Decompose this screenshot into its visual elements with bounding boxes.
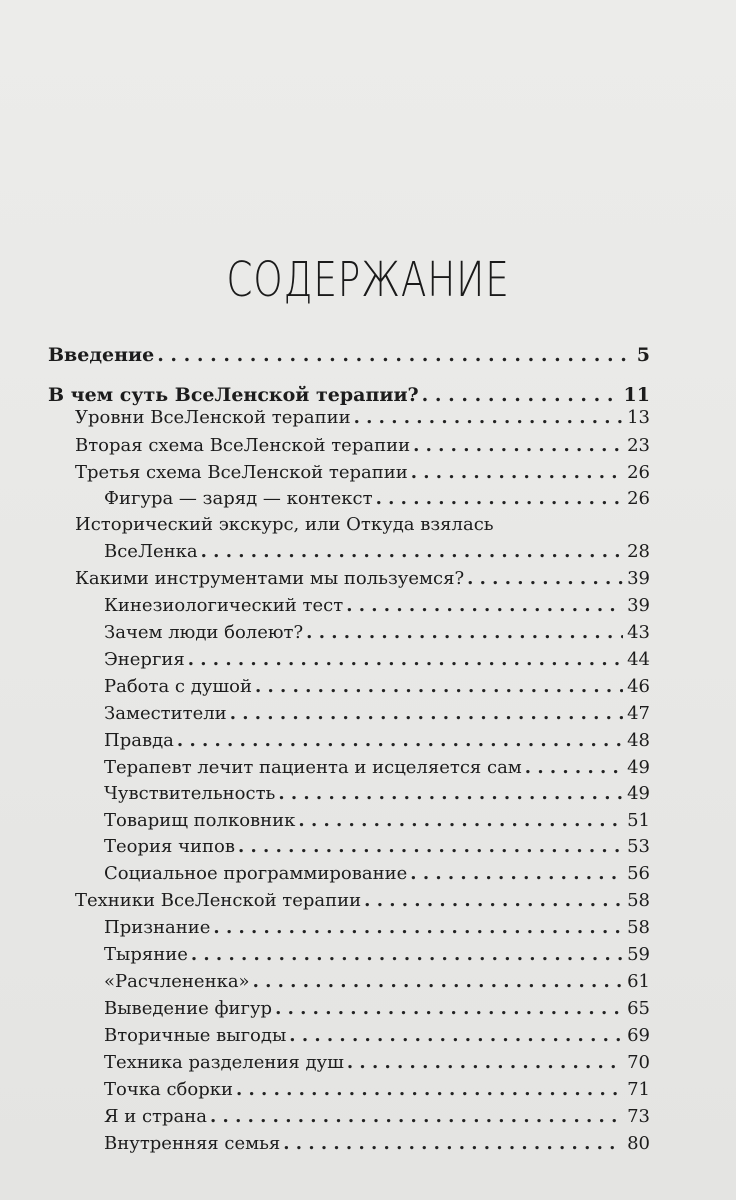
toc-page-number: 61	[627, 971, 650, 992]
toc-entry	[104, 540, 650, 564]
toc-leader-dots	[347, 1051, 623, 1075]
toc-leader-dots	[255, 675, 623, 699]
toc-entry	[75, 889, 650, 913]
toc-leader-dots	[210, 1105, 623, 1129]
toc-entry	[75, 513, 650, 537]
toc-page-number: 23	[627, 435, 650, 456]
toc-entry	[104, 782, 650, 806]
toc-page-number: 58	[627, 890, 650, 911]
toc-entry	[104, 997, 650, 1021]
toc-leader-dots	[283, 1132, 623, 1156]
toc-entry-title: Какими инструментами мы пользуемся?	[75, 568, 465, 589]
toc-entry-title: Заместители	[104, 703, 227, 724]
page-title: СОДЕРЖАНИЕ	[226, 252, 510, 308]
toc-leader-dots	[236, 1078, 623, 1102]
toc-page-number: 80	[627, 1133, 650, 1154]
toc-entry	[104, 862, 650, 886]
toc-page-number: 59	[627, 944, 650, 965]
toc-page-number: 73	[627, 1106, 650, 1127]
toc-entry-title: В чем суть ВсеЛенской терапии?	[48, 384, 419, 406]
toc-entry-title: Работа с душой	[104, 676, 252, 697]
toc-entry-title: Теория чипов	[104, 836, 235, 857]
toc-leader-dots	[364, 889, 623, 913]
toc-leader-dots	[411, 461, 623, 485]
toc-leader-dots	[157, 343, 633, 367]
toc-leader-dots	[213, 916, 623, 940]
toc-entry-title: ВсеЛенка	[104, 541, 198, 562]
toc-entry-title: Социальное программирование	[104, 863, 408, 884]
toc-entry	[104, 621, 650, 645]
toc-leader-dots	[188, 648, 623, 672]
toc-entry	[104, 594, 650, 618]
toc-leader-dots	[278, 782, 623, 806]
toc-entry-title: Энергия	[104, 649, 185, 670]
toc-leader-dots	[354, 406, 624, 430]
toc-entry-title: Зачем люди болеют?	[104, 622, 304, 643]
toc-entry-title: Введение	[48, 344, 155, 366]
toc-entry	[104, 809, 650, 833]
toc-entry-title: Вторичные выгоды	[104, 1025, 287, 1046]
toc-leader-dots	[525, 756, 623, 780]
toc-entry-title: Кинезиологический тест	[104, 595, 344, 616]
toc-leader-dots	[467, 567, 623, 591]
toc-entry	[104, 1105, 650, 1129]
toc-page-number: 53	[627, 836, 650, 857]
toc-entry	[48, 383, 650, 407]
toc-leader-dots	[346, 594, 623, 618]
toc-entry	[104, 1051, 650, 1075]
toc-entry	[104, 970, 650, 994]
toc-entry-title: Признание	[104, 917, 211, 938]
toc-entry-title: Исторический экскурс, или Откуда взялась	[75, 514, 494, 535]
toc-leader-dots	[306, 621, 623, 645]
toc-entry-title: Правда	[104, 730, 174, 751]
toc-leader-dots	[410, 862, 623, 886]
toc-page-number: 69	[627, 1025, 650, 1046]
toc-leader-dots	[253, 970, 624, 994]
toc-entry	[104, 729, 650, 753]
toc-page-number: 71	[627, 1079, 650, 1100]
toc-entry	[75, 406, 650, 430]
toc-entry	[104, 1078, 650, 1102]
toc-entry-title: Третья схема ВсеЛенской терапии	[75, 462, 408, 483]
toc-entry-title: Терапевт лечит пациента и исцеляется сам	[104, 757, 522, 778]
toc-entry	[104, 835, 650, 859]
toc-entry	[104, 916, 650, 940]
toc-entry-title: Чувствительность	[104, 783, 276, 804]
toc-leader-dots	[376, 487, 624, 511]
toc-leader-dots	[275, 997, 623, 1021]
toc-entry	[104, 702, 650, 726]
toc-page-number: 26	[627, 488, 650, 509]
toc-page-number: 28	[627, 541, 650, 562]
toc-page-number: 48	[627, 730, 650, 751]
toc-entry-title: Техника разделения душ	[104, 1052, 344, 1073]
toc-page-number: 51	[627, 810, 650, 831]
toc-page-number: 39	[627, 595, 650, 616]
toc-entry	[104, 756, 650, 780]
toc-page-number: 5	[636, 344, 650, 366]
toc-page-number: 13	[627, 407, 650, 428]
toc-entry-title: Фигура — заряд — контекст	[104, 488, 373, 509]
toc-page-number: 49	[627, 783, 650, 804]
toc-entry-title: Точка сборки	[104, 1079, 233, 1100]
toc-entry-title: Тыряние	[104, 944, 188, 965]
toc-entry	[48, 343, 650, 367]
toc-entry-title: Уровни ВсеЛенской терапии	[75, 407, 351, 428]
toc-page-number: 39	[627, 568, 650, 589]
toc-leader-dots	[238, 835, 623, 859]
toc-entry	[104, 1024, 650, 1048]
toc-entry	[104, 675, 650, 699]
toc-page-number: 46	[627, 676, 650, 697]
toc-entry-title: Внутренняя семья	[104, 1133, 281, 1154]
toc-entry	[75, 567, 650, 591]
toc-entry-title: Техники ВсеЛенской терапии	[75, 890, 362, 911]
toc-page-number: 43	[627, 622, 650, 643]
toc-leader-dots	[191, 943, 623, 967]
toc-entry-title: Вторая схема ВсеЛенской терапии	[75, 435, 411, 456]
toc-entry	[104, 943, 650, 967]
toc-leader-dots	[413, 434, 623, 458]
toc-page-number: 49	[627, 757, 650, 778]
toc-page-number: 47	[627, 703, 650, 724]
toc-page-number: 44	[627, 649, 650, 670]
toc-page-number: 65	[627, 998, 650, 1019]
toc-entry-title: «Расчлененка»	[104, 971, 250, 992]
toc-entry	[104, 1132, 650, 1156]
toc-entry	[104, 648, 650, 672]
toc-leader-dots	[230, 702, 623, 726]
toc-leader-dots	[298, 809, 623, 833]
toc-entry-title: Выведение фигур	[104, 998, 273, 1019]
toc-entry	[75, 461, 650, 485]
toc-page-number: 11	[623, 384, 650, 406]
toc-entry-title: Я и страна	[104, 1106, 207, 1127]
toc-page-number: 58	[627, 917, 650, 938]
toc-page-number: 26	[627, 462, 650, 483]
toc-page-number: 56	[627, 863, 650, 884]
toc-entry	[104, 487, 650, 511]
toc-leader-dots	[201, 540, 623, 564]
toc-entry	[75, 434, 650, 458]
toc-entry-title: Товарищ полковник	[104, 810, 296, 831]
toc-page-number: 70	[627, 1052, 650, 1073]
toc-leader-dots	[422, 383, 620, 407]
toc-leader-dots	[289, 1024, 623, 1048]
toc-leader-dots	[177, 729, 623, 753]
